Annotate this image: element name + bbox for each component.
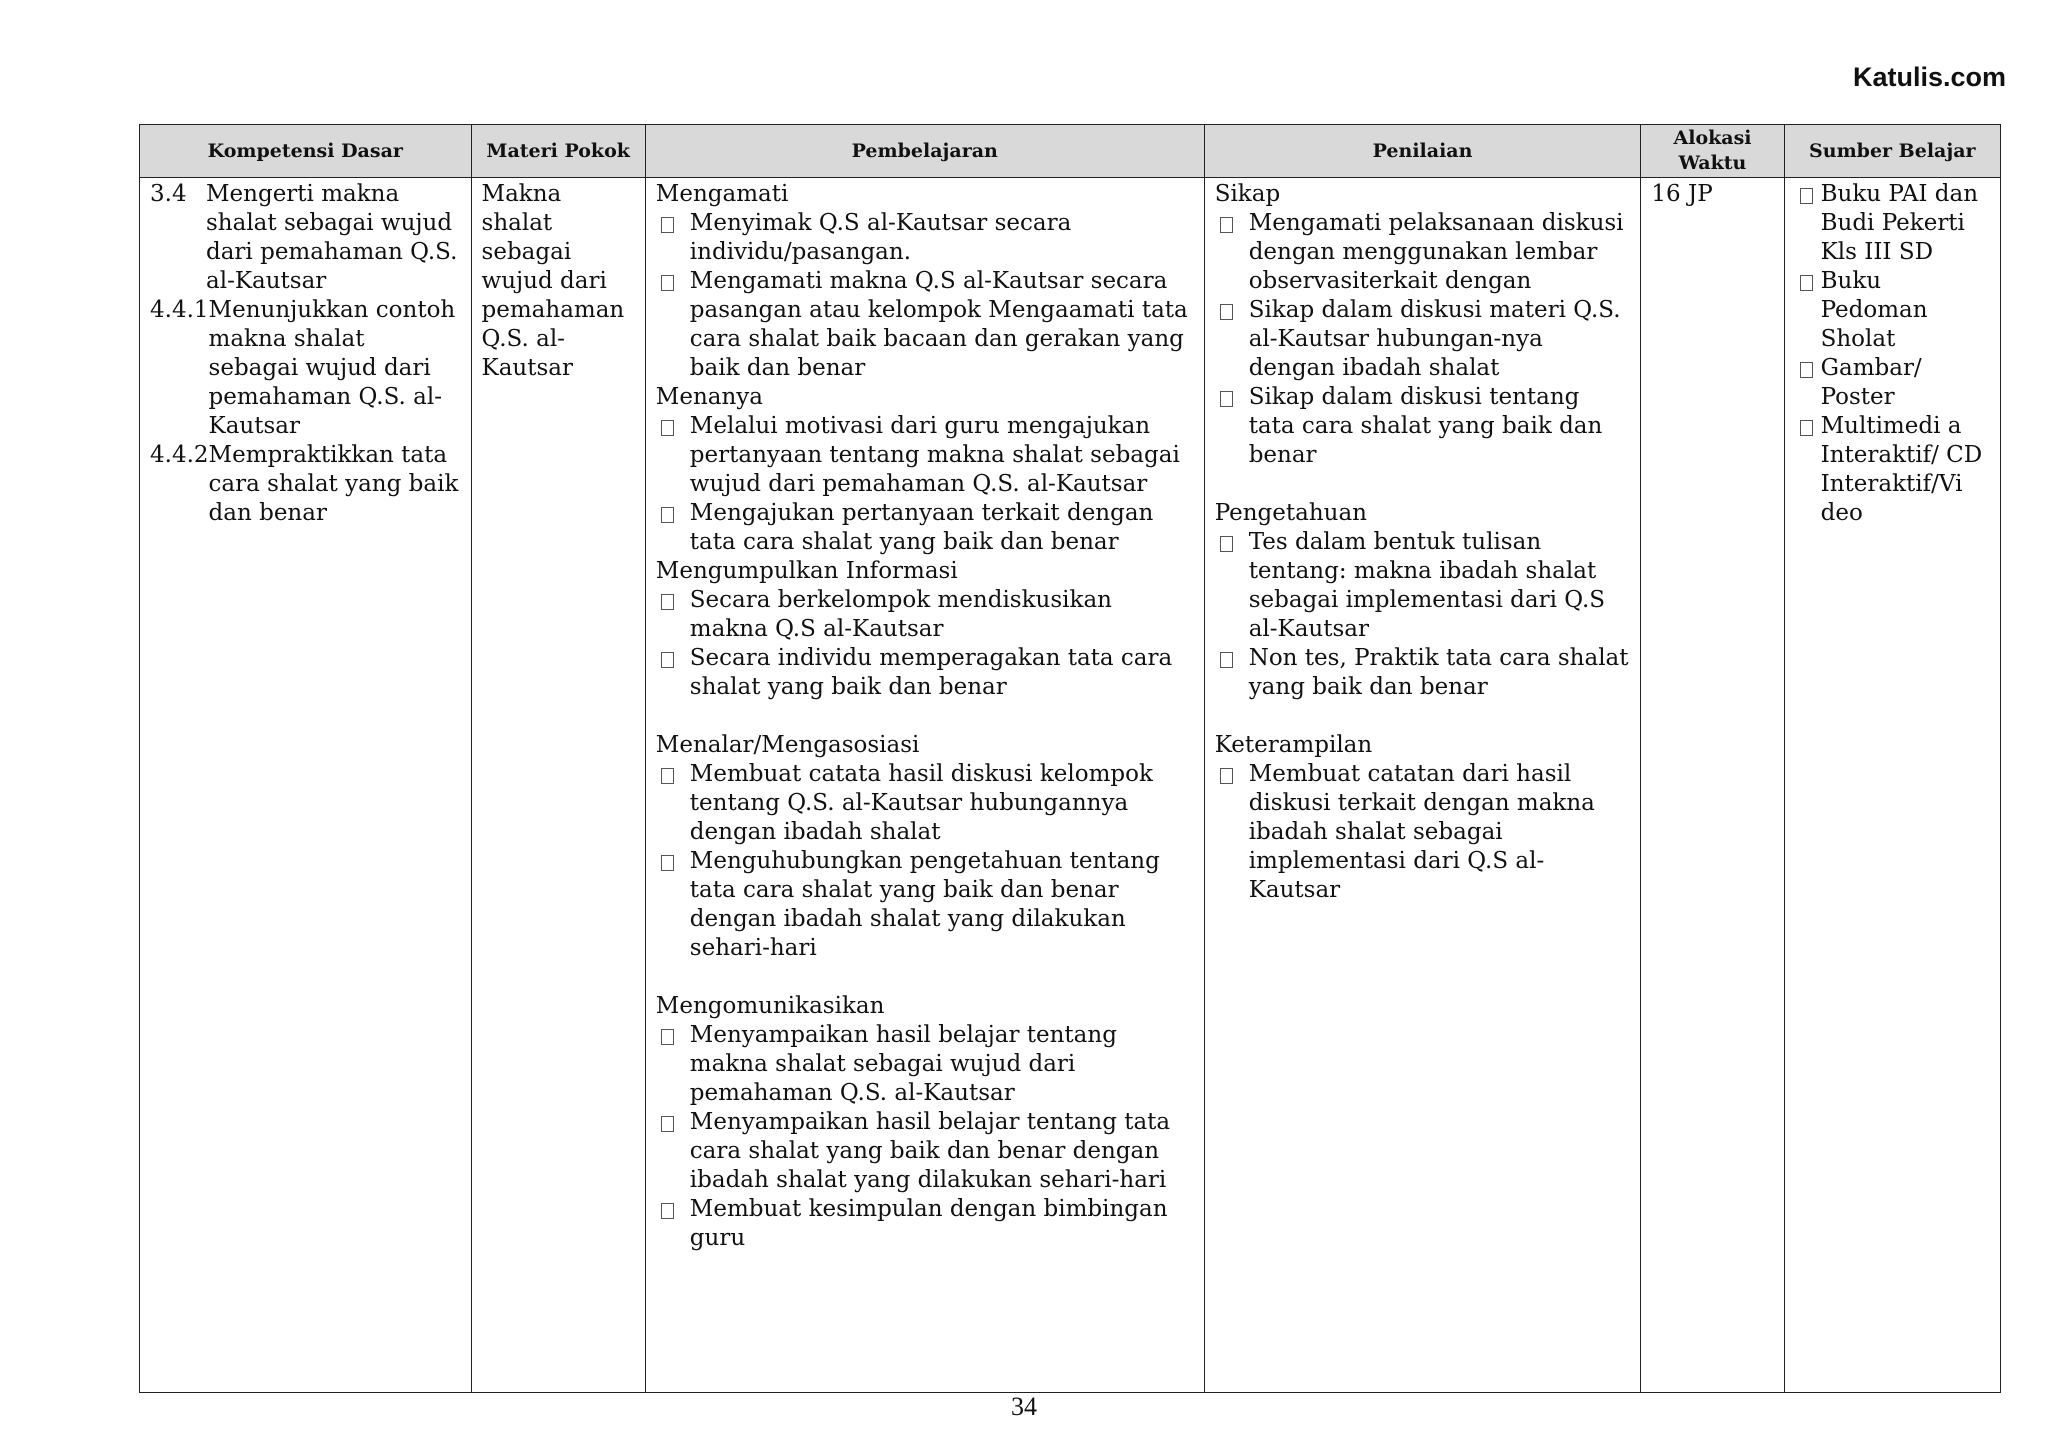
kd-item xyxy=(150,296,461,441)
pembelajaran-heading: Menanya xyxy=(655,384,764,410)
pembelajaran-heading: Mengamati xyxy=(655,181,789,207)
table-row xyxy=(140,178,2001,1393)
list-item-text: Buku Pedoman Sholat xyxy=(1820,268,1928,352)
header-penilaian: Penilaian xyxy=(1204,125,1641,178)
checkbox-icon xyxy=(1215,528,1249,644)
list-item xyxy=(1795,180,1990,267)
list-item xyxy=(656,847,1194,963)
header-pembelajaran: Pembelajaran xyxy=(645,125,1204,178)
list-item-text: Membuat catatan dari hasil diskusi terkait dengan makna ibadah shalat sebagai implementasi dari Q.S al-Kautsar xyxy=(1248,761,1595,903)
checkbox-icon xyxy=(1795,354,1821,412)
pembelajaran-heading: Menalar/Mengasosiasi xyxy=(655,732,920,758)
list-item-text: Membuat kesimpulan dengan bimbingan guru xyxy=(689,1196,1168,1251)
cell-penilaian xyxy=(1204,178,1641,1393)
kd-text: Mempraktikkan tata cara shalat yang baik dan benar xyxy=(208,442,459,526)
cell-pembelajaran xyxy=(645,178,1204,1393)
kd-number: 4.4.2 xyxy=(150,442,209,468)
penilaian-heading: Sikap xyxy=(1214,181,1281,207)
checkbox-icon xyxy=(656,412,690,499)
cell-alokasi-waktu xyxy=(1641,178,1784,1393)
list-item xyxy=(1795,354,1990,412)
checkbox-icon xyxy=(656,1108,690,1195)
penilaian-heading: Pengetahuan xyxy=(1214,500,1367,526)
alokasi-value: 16 JP xyxy=(1651,181,1713,207)
list-item xyxy=(1215,644,1631,702)
header-kompetensi-dasar: Kompetensi Dasar xyxy=(140,125,472,178)
silabus-table xyxy=(139,124,2001,1393)
list-item-text: Non tes, Praktik tata cara shalat yang baik dan benar xyxy=(1248,645,1629,700)
list-item-text: Menyampaikan hasil belajar tentang tata cara shalat yang baik dan benar dengan ibadah shalat yang dilakukan sehari-hari xyxy=(689,1109,1171,1193)
header-sumber-belajar: Sumber Belajar xyxy=(1784,125,2000,178)
list-item xyxy=(656,644,1194,702)
list-item-text: Secara individu memperagakan tata cara shalat yang baik dan benar xyxy=(689,645,1173,700)
checkbox-icon xyxy=(656,267,690,383)
header-materi-pokok: Materi Pokok xyxy=(471,125,645,178)
kd-item xyxy=(150,441,461,528)
list-item-text: Melalui motivasi dari guru mengajukan pertanyaan tentang makna shalat sebagai wujud dari pemahaman Q.S. al-Kautsar xyxy=(689,413,1180,497)
checkbox-icon xyxy=(656,209,690,267)
list-item-text: Gambar/ Poster xyxy=(1820,355,1922,410)
checkbox-icon xyxy=(1215,296,1249,383)
list-item xyxy=(1795,267,1990,354)
checkbox-icon xyxy=(656,499,690,557)
page-number: 34 xyxy=(1011,1392,1037,1421)
penilaian-heading: Keterampilan xyxy=(1214,732,1373,758)
list-item xyxy=(1215,296,1631,383)
list-item-text: Multimedi a Interaktif/ CD Interaktif/Vi deo xyxy=(1820,413,1983,526)
checkbox-icon xyxy=(1795,180,1821,267)
checkbox-icon xyxy=(656,1195,690,1253)
checkbox-icon xyxy=(1795,412,1821,528)
list-item xyxy=(656,267,1194,383)
site-brand: Katulis.com xyxy=(1852,62,2006,92)
checkbox-icon xyxy=(1215,644,1249,702)
kd-number: 3.4 xyxy=(150,181,187,207)
list-item-text: Secara berkelompok mendiskusikan makna Q.S al-Kautsar xyxy=(689,587,1112,642)
cell-kompetensi-dasar xyxy=(140,178,472,1393)
cell-materi-pokok xyxy=(471,178,645,1393)
list-item-text: Membuat catata hasil diskusi kelompok tentang Q.S. al-Kautsar hubungannya dengan ibadah shalat xyxy=(689,761,1153,845)
checkbox-icon xyxy=(656,847,690,963)
list-item xyxy=(656,760,1194,847)
checkbox-icon xyxy=(656,760,690,847)
list-item xyxy=(656,586,1194,644)
list-item-text: Tes dalam bentuk tulisan tentang: makna ibadah shalat sebagai implementasi dari Q.S al-Kautsar xyxy=(1248,529,1606,642)
list-item-text: Sikap dalam diskusi materi Q.S. al-Kautsar hubungan-nya dengan ibadah shalat xyxy=(1248,297,1621,381)
checkbox-icon xyxy=(656,1021,690,1108)
list-item xyxy=(656,1108,1194,1195)
list-item xyxy=(1215,209,1631,296)
list-item-text: Menguhubungkan pengetahuan tentang tata cara shalat yang baik dan benar dengan ibadah shalat yang dilakukan sehari-hari xyxy=(689,848,1160,961)
checkbox-icon xyxy=(656,586,690,644)
checkbox-icon xyxy=(656,644,690,702)
list-item-text: Menyampaikan hasil belajar tentang makna shalat sebagai wujud dari pemahaman Q.S. al-Kautsar xyxy=(689,1022,1117,1106)
cell-sumber-belajar xyxy=(1784,178,2000,1393)
list-item xyxy=(656,412,1194,499)
list-item xyxy=(1795,412,1990,528)
pembelajaran-heading: Mengomunikasikan xyxy=(655,993,885,1019)
materi-text: Makna shalat sebagai wujud dari pemahaman Q.S. al-Kautsar xyxy=(481,181,625,381)
list-item-text: Sikap dalam diskusi tentang tata cara shalat yang baik dan benar xyxy=(1248,384,1603,468)
checkbox-icon xyxy=(1215,760,1249,905)
list-item-text: Mengamati makna Q.S al-Kautsar secara pasangan atau kelompok Mengaamati tata cara shalat baik bacaan dan gerakan yang baik dan benar xyxy=(689,268,1188,381)
checkbox-icon xyxy=(1795,267,1821,354)
list-item xyxy=(656,499,1194,557)
kd-item xyxy=(150,180,461,296)
list-item xyxy=(1215,760,1631,905)
list-item xyxy=(656,1021,1194,1108)
list-item-text: Buku PAI dan Budi Pekerti Kls III SD xyxy=(1820,181,1979,265)
list-item-text: Menyimak Q.S al-Kautsar secara individu/pasangan. xyxy=(689,210,1072,265)
list-item xyxy=(656,1195,1194,1253)
list-item-text: Mengamati pelaksanaan diskusi dengan menggunakan lembar observasiterkait dengan xyxy=(1248,210,1624,294)
list-item-text: Mengajukan pertanyaan terkait dengan tata cara shalat yang baik dan benar xyxy=(689,500,1154,555)
checkbox-icon xyxy=(1215,383,1249,470)
kd-number: 4.4.1 xyxy=(150,297,209,323)
checkbox-icon xyxy=(1215,209,1249,296)
kd-text: Menunjukkan contoh makna shalat sebagai wujud dari pemahaman Q.S. al-Kautsar xyxy=(208,297,456,439)
list-item xyxy=(1215,528,1631,644)
header-row xyxy=(140,125,2001,178)
kd-text: Mengerti makna shalat sebagai wujud dari pemahaman Q.S. al-Kautsar xyxy=(206,181,458,294)
pembelajaran-heading: Mengumpulkan Informasi xyxy=(655,558,958,584)
list-item xyxy=(1215,383,1631,470)
header-alokasi-waktu: Alokasi Waktu xyxy=(1641,125,1784,178)
list-item xyxy=(656,209,1194,267)
